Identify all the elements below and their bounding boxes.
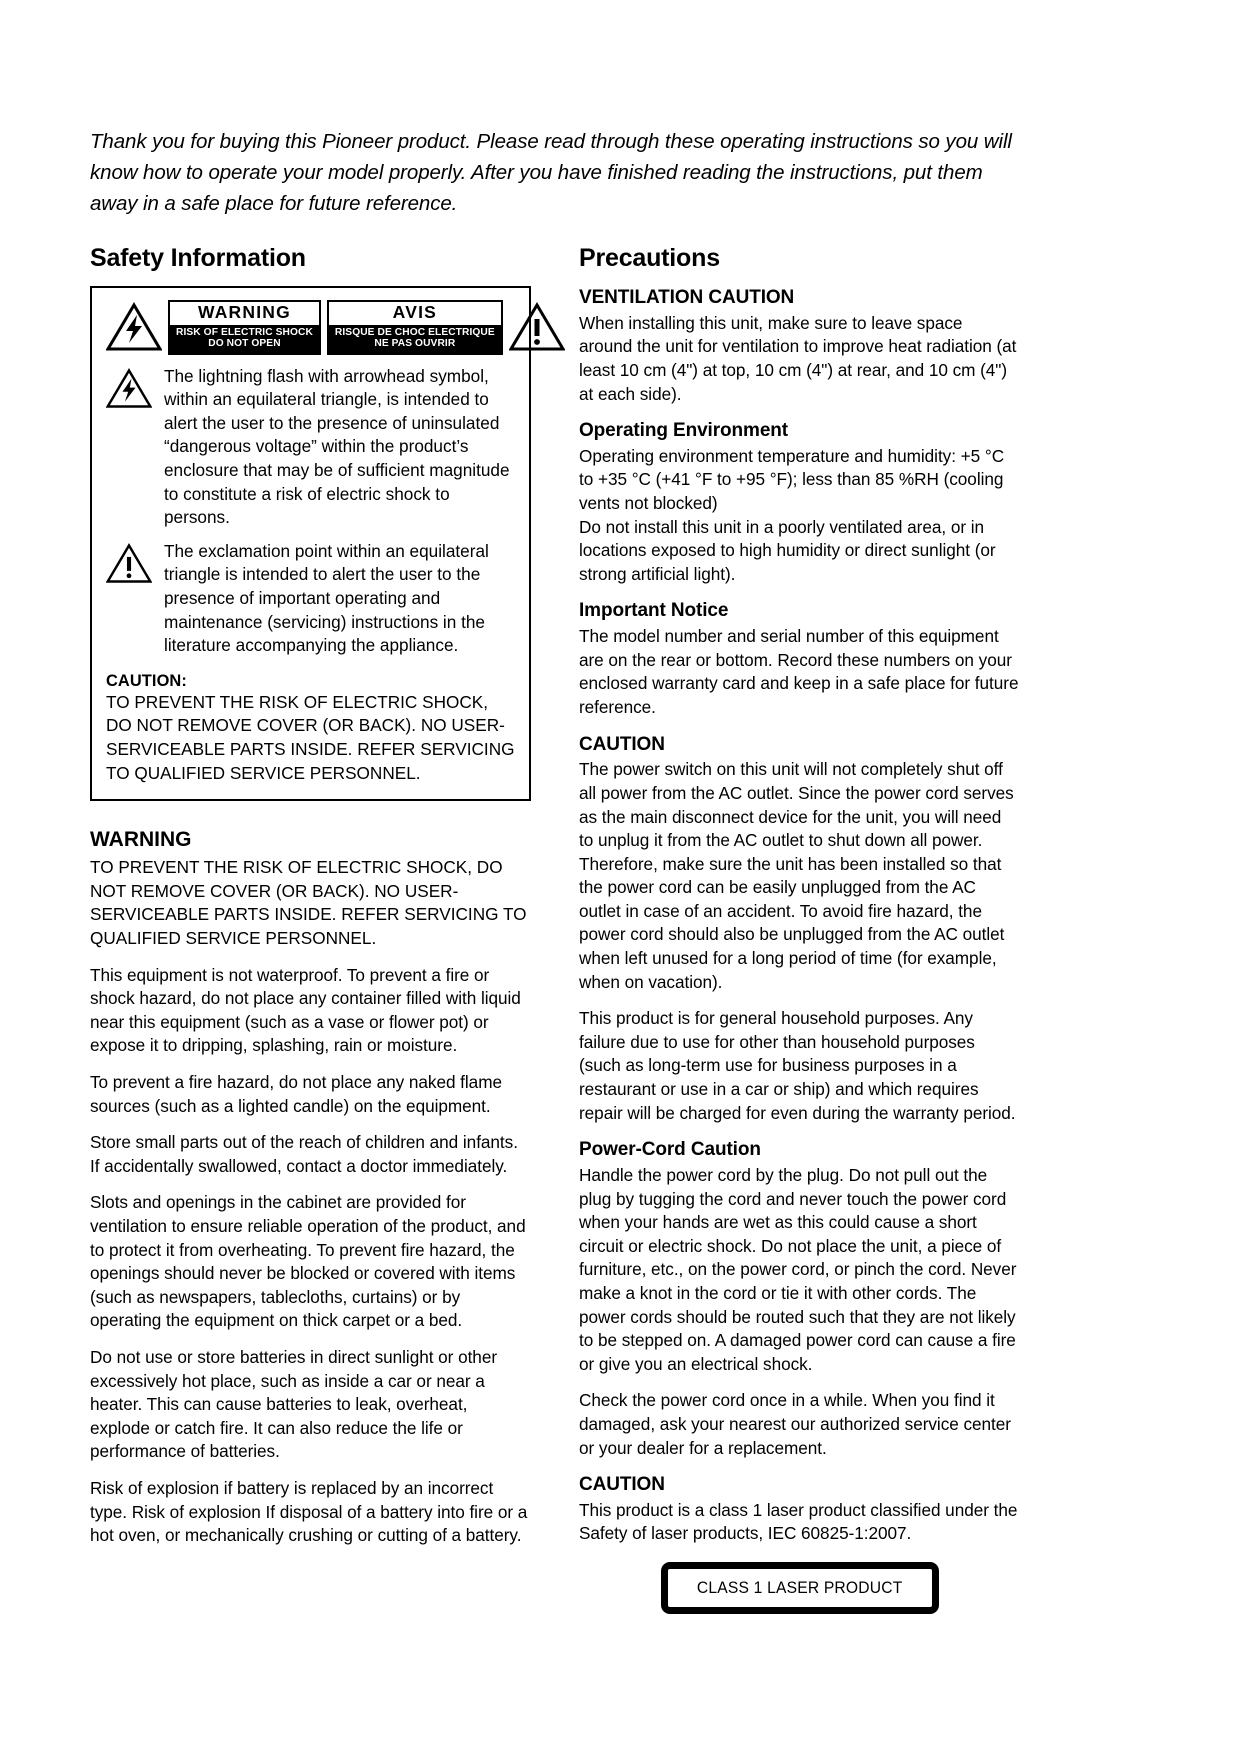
box-caution-title: CAUTION: bbox=[106, 671, 187, 690]
class-1-laser-product-label bbox=[661, 1562, 939, 1614]
laser-label-text: CLASS 1 LASER PRODUCT bbox=[696, 1578, 903, 1598]
warning-label-box bbox=[168, 300, 321, 355]
exclamation-paragraph-row bbox=[106, 540, 515, 658]
left-column bbox=[90, 245, 531, 1561]
laser-label-wrapper bbox=[579, 1562, 1020, 1614]
precautions-heading: Precautions bbox=[579, 243, 720, 272]
warning-label-lines bbox=[170, 325, 319, 353]
precautions-paragraph: This product is a class 1 laser product classified under the Safety of laser products, IEC 60825-1:2007. bbox=[579, 1499, 1018, 1544]
warning-paragraph: To prevent a fire hazard, do not place any naked flame sources (such as a lighted candle) on the equipment. bbox=[90, 1072, 502, 1116]
right-column bbox=[579, 245, 1020, 1615]
precautions-paragraph: Do not install this unit in a poorly ventilated area, or in locations exposed to high humidity or direct sunlight (or strong artificial light). bbox=[579, 516, 996, 584]
precautions-section-title: CAUTION bbox=[579, 733, 665, 755]
avis-label-title: AVIS bbox=[392, 302, 438, 322]
precautions-paragraph: Handle the power cord by the plug. Do not pull out the plug by tugging the cord and never touch the power cord when your hands are wet as this could cause a short circuit or electric shock. Do not place the unit, a piece of furniture, etc., on the power cord, or pinch the cord. Never make a knot in the cord or tie it with other cords. The power cords should be routed such that they are not likely to be stepped on. A damaged power cord can cause a fire or give you an electrical shock. bbox=[579, 1164, 1017, 1374]
precautions-section-title: Important Notice bbox=[579, 600, 729, 622]
warning-section-heading: WARNING bbox=[90, 828, 192, 852]
avis-label-box bbox=[327, 300, 503, 355]
two-column-layout bbox=[90, 245, 1020, 1615]
precautions-paragraph: When installing this unit, make sure to leave space around the unit for ventilation to improve heat radiation (at least 10 cm (4") at top, 10 cm (4") at rear, and 10 cm (4") at each side). bbox=[579, 312, 1017, 404]
warning-label-title: WARNING bbox=[197, 302, 291, 322]
avis-label-line1: RISQUE DE CHOC ELECTRIQUE bbox=[334, 326, 495, 338]
precautions-paragraph: Check the power cord once in a while. When you find it damaged, ask your nearest our authorized service center or your dealer for a replacement. bbox=[579, 1390, 1011, 1458]
warning-section-caps-body: TO PREVENT THE RISK OF ELECTRIC SHOCK, DO NOT REMOVE COVER (OR BACK). NO USER-SERVICEABLE PARTS INSIDE. REFER SERVICING TO QUALIFIED SERVICE PERSONNEL. bbox=[90, 857, 527, 949]
warning-paragraph: Risk of explosion if battery is replaced by an incorrect type. Risk of explosion If disposal of a battery into fire or a hot oven, or mechanically crushing or cutting of a battery. bbox=[90, 1477, 528, 1546]
exclamation-paragraph-text: The exclamation point within an equilateral triangle is intended to alert the user to the presence of important operating and maintenance (servicing) instructions in the literature accompanying the appliance. bbox=[164, 540, 489, 656]
precautions-section-title: Operating Environment bbox=[579, 420, 789, 442]
precautions-paragraph: The power switch on this unit will not completely shut off all power from the AC outlet. Since the power cord serves as the main disconnect device for the unit, you will need to unplug it from the AC outlet to shut down all power. Therefore, make sure the unit has been installed so that the power cord can be easily unplugged from the AC outlet in case of an accident. To avoid fire hazard, the power cord should also be unplugged from the AC outlet when left unused for a long period of time (for example, when on vacation). bbox=[579, 759, 1014, 992]
precautions-section-title: VENTILATION CAUTION bbox=[579, 287, 795, 308]
warning-paragraph: Slots and openings in the cabinet are provided for ventilation to ensure reliable operation of the product, and to protect it from overheating. To prevent fire hazard, the openings should never be blocked or covered with items (such as newspapers, tablecloths, curtains) or by operating the equipment on thick carpet or a bed. bbox=[90, 1192, 526, 1331]
safety-information-heading: Safety Information bbox=[90, 243, 306, 272]
warning-paragraph: This equipment is not waterproof. To prevent a fire or shock hazard, do not place any container filled with liquid near this equipment (such as a vase or flower pot) or expose it to dripping, splashing, rain or moisture. bbox=[90, 964, 521, 1056]
exclamation-point-triangle-icon bbox=[509, 300, 565, 355]
box-caution-body: TO PREVENT THE RISK OF ELECTRIC SHOCK, DO NOT REMOVE COVER (OR BACK). NO USER-SERVICEABLE PARTS INSIDE. REFER SERVICING TO QUALIFIED SERVICE PERSONNEL. bbox=[106, 691, 515, 783]
precautions-paragraph: The model number and serial number of this equipment are on the rear or bottom. Record these numbers on your enclosed warranty card and keep in a safe place for future reference. bbox=[579, 626, 1019, 717]
lightning-bolt-triangle-icon-small bbox=[106, 365, 152, 409]
exclamation-point-triangle-icon-small bbox=[106, 540, 152, 584]
lightning-paragraph-text: The lightning flash with arrowhead symbol, within an equilateral triangle, is intended to alert the user to the presence of uninsulated “dangerous voltage” within the product’s enclosure that may be of sufficient magnitude to constitute a risk of electric shock to persons. bbox=[164, 365, 510, 528]
warning-paragraph: Do not use or store batteries in direct sunlight or other excessively hot place, such as inside a car or near a heater. This can cause batteries to leak, overheat, explode or catch fire. It can also reduce the life or performance of batteries. bbox=[90, 1346, 497, 1462]
warning-paragraph: Store small parts out of the reach of children and infants. If accidentally swallowed, contact a doctor immediately. bbox=[90, 1132, 518, 1176]
avis-label-line2: NE PAS OUVRIR bbox=[374, 338, 456, 350]
warning-paragraph-list bbox=[90, 964, 531, 1548]
safety-information-box bbox=[90, 286, 531, 801]
warning-label-line2: DO NOT OPEN bbox=[208, 338, 281, 350]
symbol-row bbox=[106, 300, 515, 355]
precautions-paragraph: Operating environment temperature and humidity: +5 °C to +35 °C (+41 °F to +95 °F); less than 85 %RH (cooling vents not blocked) bbox=[579, 445, 1005, 514]
intro-paragraph: Thank you for buying this Pioneer product. Please read through these operating instructions so you will know how to operate your model properly. After you have finished reading the instructions, put them away in a safe place for future reference. bbox=[90, 129, 1012, 215]
precautions-section-title: Power-Cord Caution bbox=[579, 1139, 761, 1161]
precautions-section-title: CAUTION bbox=[579, 1474, 665, 1496]
lightning-bolt-triangle-icon bbox=[106, 300, 162, 355]
avis-label-lines bbox=[329, 325, 501, 353]
lightning-paragraph-row bbox=[106, 365, 515, 530]
document-page bbox=[90, 105, 1020, 1614]
precautions-paragraph: This product is for general household purposes. Any failure due to use for other than household purposes (such as long-term use for business purposes in a restaurant or use in a car or ship) and which requires repair will be charged for even during the warranty period. bbox=[579, 1008, 1016, 1123]
warning-label-line1: RISK OF ELECTRIC SHOCK bbox=[176, 326, 313, 338]
